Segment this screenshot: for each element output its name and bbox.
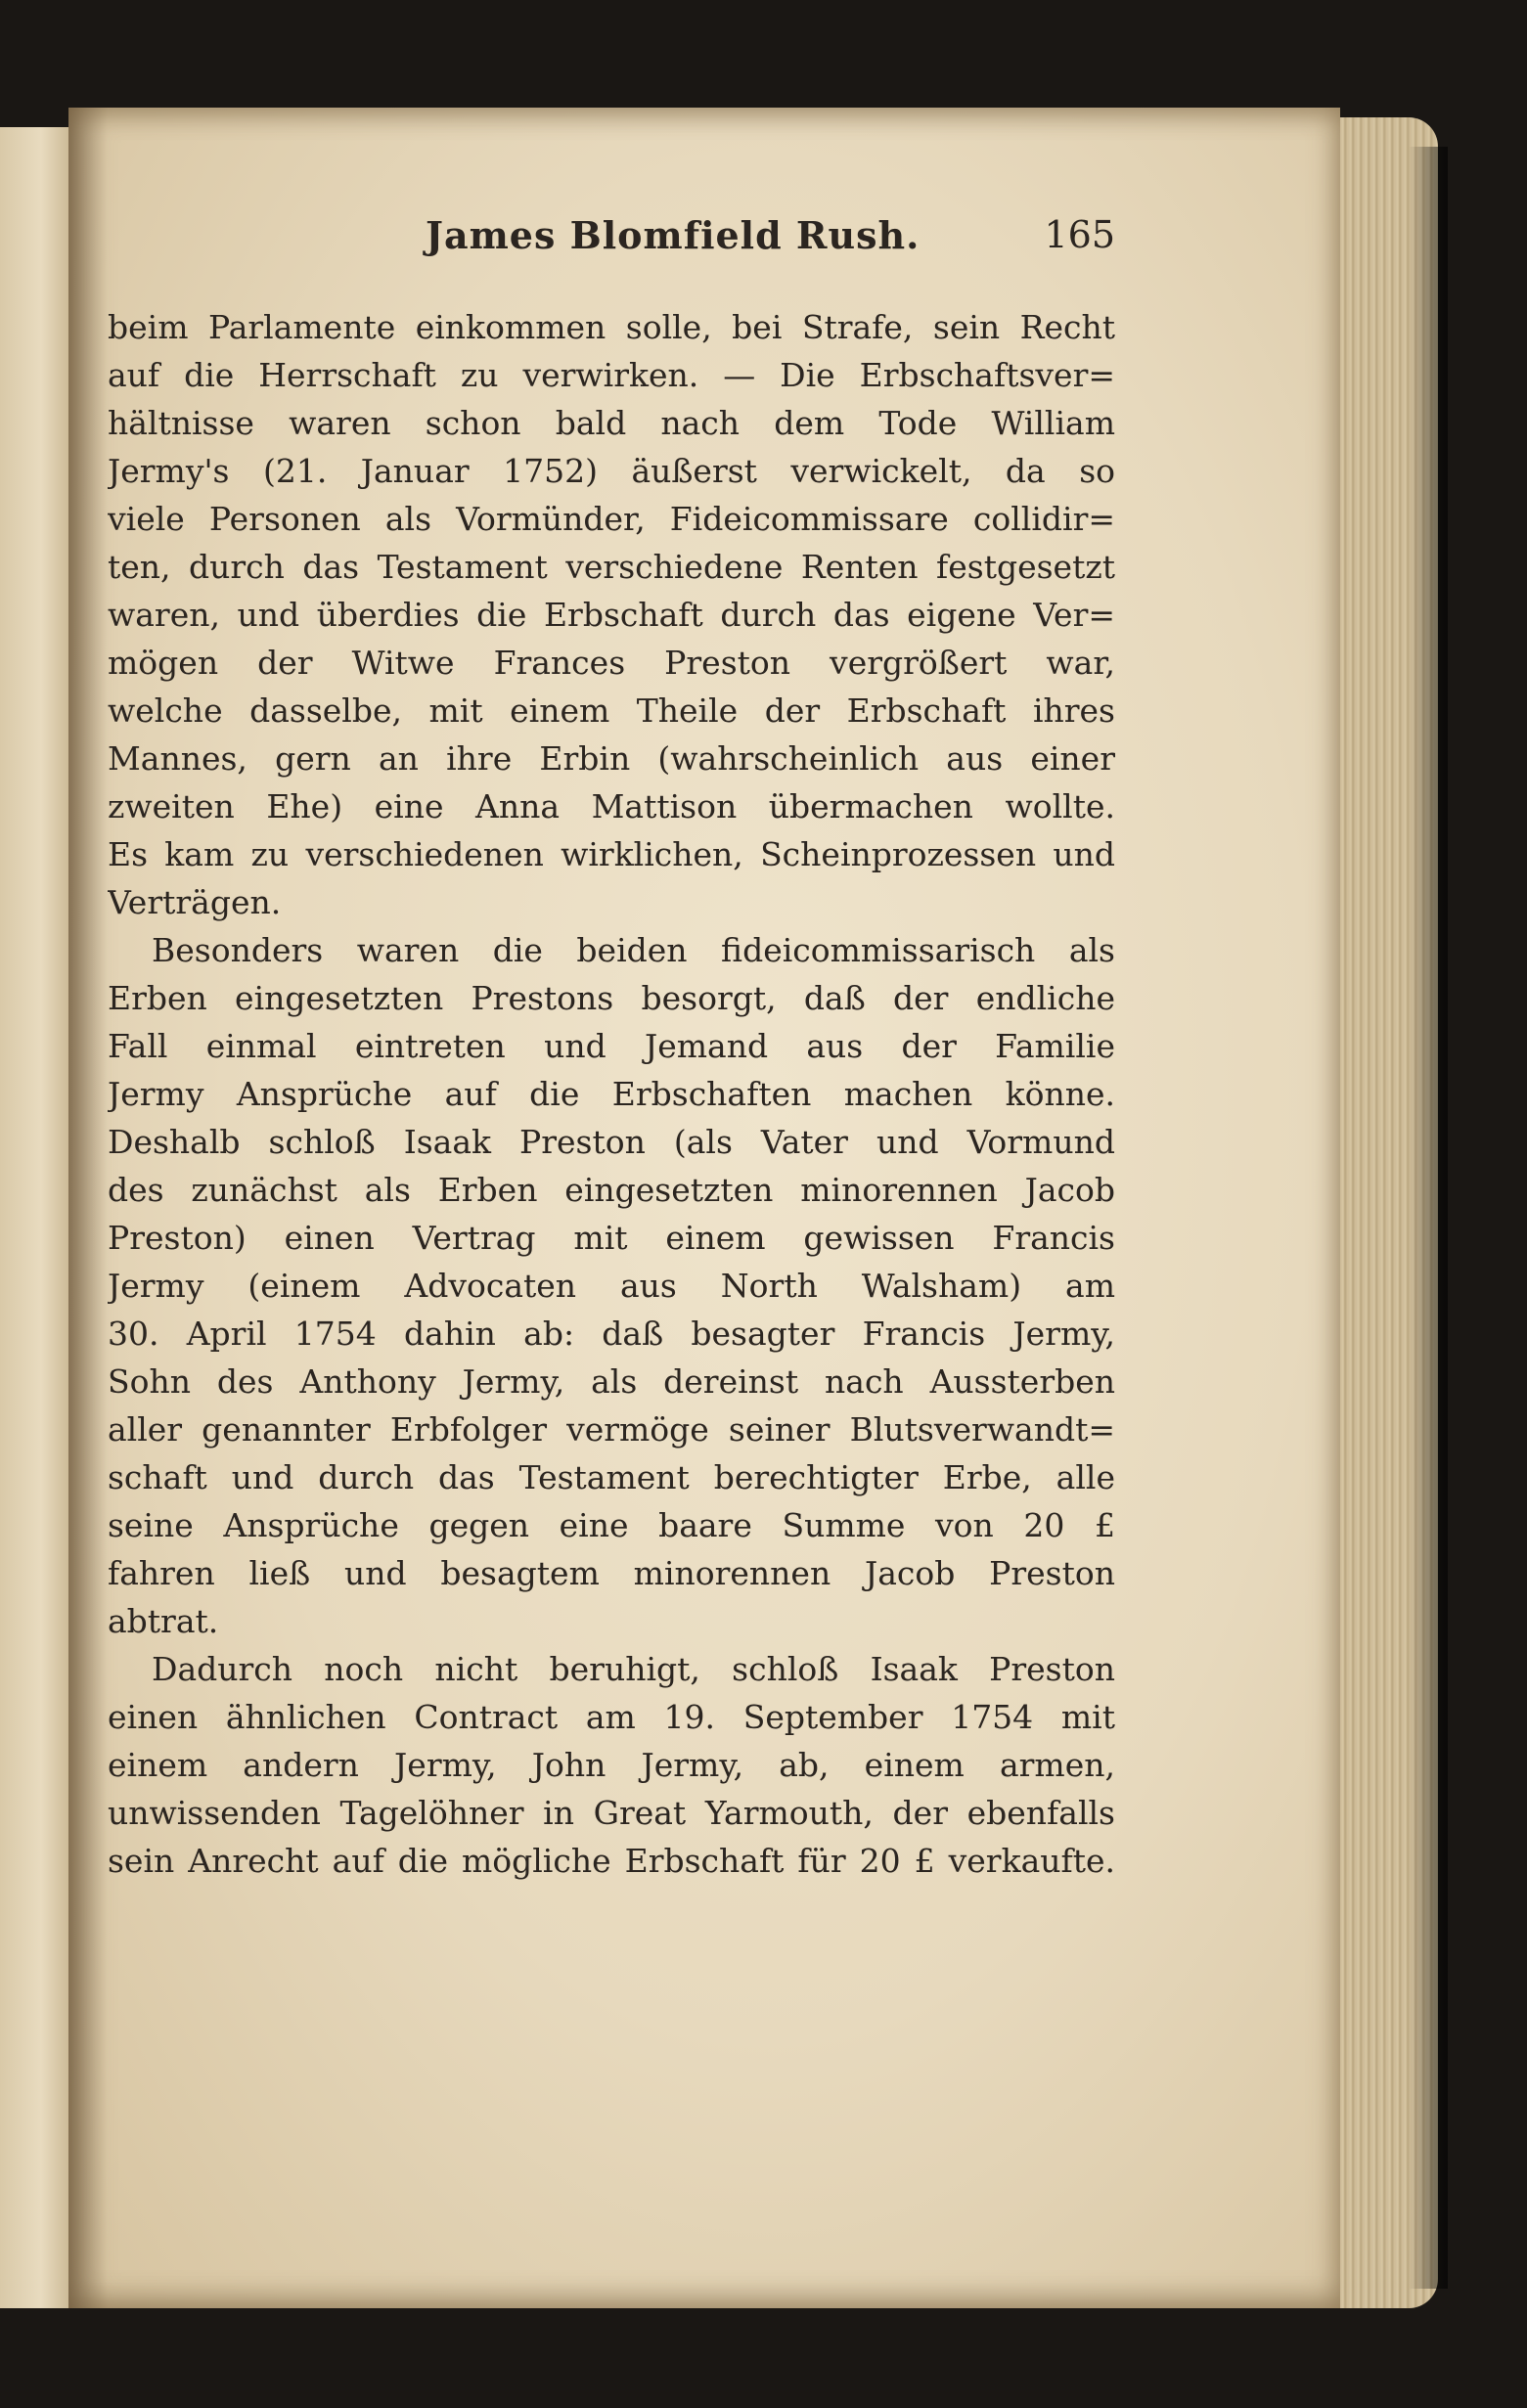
text-line: auf die Herrschaft zu verwirken. — Die Erbschaftsver=	[108, 356, 1115, 394]
text-line: mögen der Witwe Frances Preston vergrößert war,	[108, 644, 1115, 682]
text-line: hältnisse waren schon bald nach dem Tode William	[108, 404, 1115, 442]
text-line: Sohn des Anthony Jermy, als dereinst nach Aussterben	[108, 1362, 1115, 1401]
left-page-edge	[0, 127, 68, 2308]
text-line: seine Ansprüche gegen eine baare Summe von 20 £	[108, 1506, 1115, 1544]
text-line: waren, und überdies die Erbschaft durch das eigene Ver=	[108, 596, 1115, 634]
text-line: zweiten Ehe) eine Anna Mattison übermachen wollte.	[108, 787, 1115, 825]
text-line: welche dasselbe, mit einem Theile der Erbschaft ihres	[108, 691, 1115, 730]
body-text	[108, 303, 1115, 1885]
text-line: 30. April 1754 dahin ab: daß besagter Francis Jermy,	[108, 1315, 1115, 1353]
text-line: Dadurch noch nicht beruhigt, schloß Isaak Preston	[152, 1650, 1115, 1688]
text-line: fahren ließ und besagtem minorennen Jacob Preston	[108, 1554, 1115, 1592]
text-line: Jermy Ansprüche auf die Erbschaften machen könne.	[108, 1075, 1115, 1113]
text-line: unwissenden Tagelöhner in Great Yarmouth, der ebenfalls	[108, 1794, 1115, 1832]
text-line: Deshalb schloß Isaak Preston (als Vater und Vormund	[108, 1123, 1115, 1161]
text-line: Besonders waren die beiden fideicommissarisch als	[152, 931, 1115, 969]
paragraph-1	[108, 303, 1115, 926]
text-line: Verträgen.	[108, 883, 282, 921]
page-stack-shadow	[1409, 147, 1448, 2289]
text-line: schaft und durch das Testament berechtigter Erbe, alle	[108, 1458, 1115, 1496]
paragraph-2	[108, 926, 1115, 1645]
text-line: aller genannter Erbfolger vermöge seiner Blutsverwandt=	[108, 1410, 1115, 1449]
text-line: Preston) einen Vertrag mit einem gewissen Francis	[108, 1219, 1115, 1257]
text-line: beim Parlamente einkommen solle, bei Strafe, sein Recht	[108, 308, 1115, 346]
text-line: sein Anrecht auf die mögliche Erbschaft für 20 £ verkaufte.	[108, 1842, 1115, 1880]
text-line: abtrat.	[108, 1602, 219, 1640]
running-title: James Blomfield Rush.	[426, 213, 921, 257]
text-line: viele Personen als Vormünder, Fideicommissare collidir=	[108, 500, 1115, 538]
text-line: Jermy (einem Advocaten aus North Walsham) am	[108, 1267, 1115, 1305]
page-number: 165	[1044, 213, 1115, 256]
text-line: Mannes, gern an ihre Erbin (wahrscheinlich aus einer	[108, 739, 1115, 778]
text-line: Fall einmal eintreten und Jemand aus der Familie	[108, 1027, 1115, 1065]
text-line: einem andern Jermy, John Jermy, ab, einem armen,	[108, 1746, 1115, 1784]
page-gutter	[68, 108, 108, 2308]
text-line: des zunächst als Erben eingesetzten minorennen Jacob	[108, 1171, 1115, 1209]
text-line: ten, durch das Testament verschiedene Renten festgesetzt	[108, 548, 1115, 586]
text-line: einen ähnlichen Contract am 19. September 1754 mit	[108, 1698, 1115, 1736]
paragraph-3	[108, 1645, 1115, 1885]
text-line: Erben eingesetzten Prestons besorgt, daß der endliche	[108, 979, 1115, 1017]
text-line: Jermy's (21. Januar 1752) äußerst verwickelt, da so	[108, 452, 1115, 490]
page-header	[108, 213, 1115, 272]
text-line: Es kam zu verschiedenen wirklichen, Scheinprozessen und	[108, 835, 1115, 873]
